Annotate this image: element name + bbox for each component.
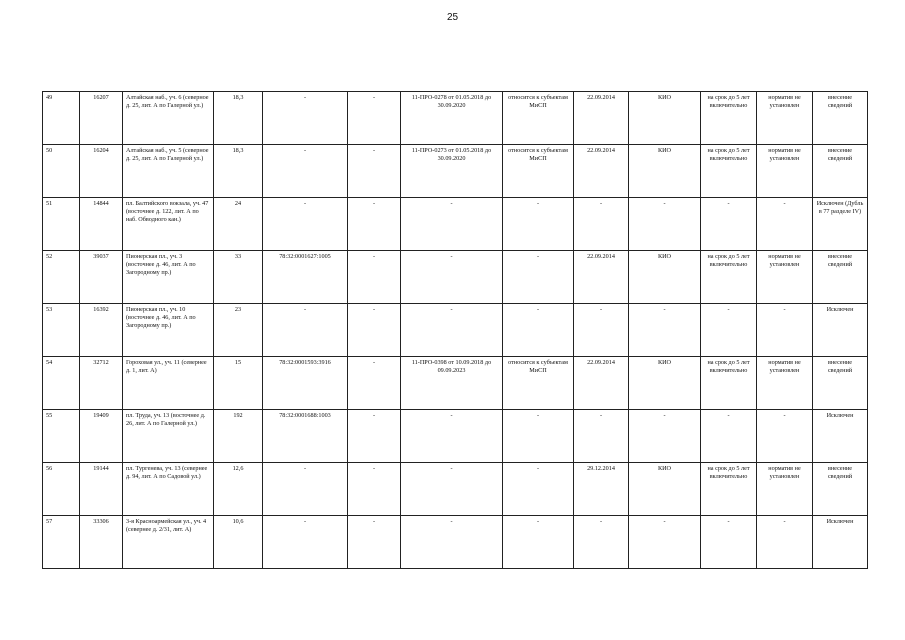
table-row — [43, 92, 868, 145]
permit-cell: 11-ПРО-0273 от 01.05.2018 до 30.09.2020 — [401, 145, 503, 198]
category-cell: - — [503, 251, 574, 304]
cadastral-number-cell: - — [263, 92, 348, 145]
cadastral-number-cell: - — [263, 198, 348, 251]
row-number-cell: 54 — [43, 357, 80, 410]
organization-cell: - — [629, 198, 701, 251]
object-id-cell: 14844 — [80, 198, 123, 251]
norm-cell: норматив не установлен — [757, 357, 813, 410]
address-cell: Алтайская наб., уч. 5 (северное д. 25, лит. А по Галерной ул.) — [123, 145, 214, 198]
permit-cell: - — [401, 304, 503, 357]
note-cell: внесение сведений — [813, 357, 868, 410]
note-cell: Исключен — [813, 304, 868, 357]
organization-cell: - — [629, 304, 701, 357]
row-number-cell: 55 — [43, 410, 80, 463]
note-cell: внесение сведений — [813, 251, 868, 304]
object-id-cell: 16204 — [80, 145, 123, 198]
permit-cell: - — [401, 516, 503, 569]
area-cell: 15 — [214, 357, 263, 410]
category-cell: - — [503, 516, 574, 569]
category-cell: относится к субъектам МиСП — [503, 357, 574, 410]
row-number-cell: 49 — [43, 92, 80, 145]
norm-cell: норматив не установлен — [757, 145, 813, 198]
date-cell: 22.09.2014 — [574, 251, 629, 304]
date-cell: 22.09.2014 — [574, 357, 629, 410]
term-cell: на срок до 5 лет включительно — [701, 92, 757, 145]
address-cell: Пионерская пл., уч. 3 (восточнее д. 46, лит. А по Загородному пр.) — [123, 251, 214, 304]
area-cell: 12,6 — [214, 463, 263, 516]
address-cell: пл. Тургенева, уч. 13 (севернее д. 94, лит. А по Садовой ул.) — [123, 463, 214, 516]
note-cell: Исключен — [813, 516, 868, 569]
permit-cell: - — [401, 251, 503, 304]
area-cell: 10,6 — [214, 516, 263, 569]
object-id-cell: 19409 — [80, 410, 123, 463]
note-cell: Исключен (Дубль в 77 разделе IV) — [813, 198, 868, 251]
organization-cell: КИО — [629, 145, 701, 198]
category-cell: - — [503, 304, 574, 357]
norm-cell: норматив не установлен — [757, 463, 813, 516]
page-number: 25 — [446, 12, 459, 23]
term-cell: на срок до 5 лет включительно — [701, 463, 757, 516]
cadastral-number-cell: 78:32:0001688:1003 — [263, 410, 348, 463]
date-cell: - — [574, 198, 629, 251]
object-id-cell: 32712 — [80, 357, 123, 410]
note-cell: внесение сведений — [813, 463, 868, 516]
date-cell: - — [574, 516, 629, 569]
category-cell: - — [503, 463, 574, 516]
column-5-cell: - — [348, 251, 401, 304]
term-cell: на срок до 5 лет включительно — [701, 145, 757, 198]
table-row — [43, 410, 868, 463]
permit-cell: - — [401, 410, 503, 463]
date-cell: 22.09.2014 — [574, 92, 629, 145]
organization-cell: - — [629, 516, 701, 569]
object-id-cell: 16207 — [80, 92, 123, 145]
term-cell: на срок до 5 лет включительно — [701, 357, 757, 410]
norm-cell: - — [757, 410, 813, 463]
row-number-cell: 53 — [43, 304, 80, 357]
category-cell: относится к субъектам МиСП — [503, 92, 574, 145]
object-id-cell: 33306 — [80, 516, 123, 569]
address-cell: 3-я Красноармейская ул., уч. 4 (севернее д. 2/31, лит. А) — [123, 516, 214, 569]
term-cell: - — [701, 516, 757, 569]
term-cell: на срок до 5 лет включительно — [701, 251, 757, 304]
norm-cell: норматив не установлен — [757, 92, 813, 145]
norm-cell: - — [757, 516, 813, 569]
permit-cell: - — [401, 198, 503, 251]
column-5-cell: - — [348, 145, 401, 198]
term-cell: - — [701, 304, 757, 357]
table-row — [43, 145, 868, 198]
registry-table-body — [43, 92, 868, 569]
note-cell: Исключен — [813, 410, 868, 463]
date-cell: 22.09.2014 — [574, 145, 629, 198]
term-cell: - — [701, 198, 757, 251]
address-cell: Гороховая ул., уч. 11 (севернее д. 1, лит. А) — [123, 357, 214, 410]
registry-table — [42, 91, 868, 569]
column-5-cell: - — [348, 357, 401, 410]
organization-cell: КИО — [629, 92, 701, 145]
cadastral-number-cell: 78:32:0001627:1005 — [263, 251, 348, 304]
row-number-cell: 56 — [43, 463, 80, 516]
cadastral-number-cell: - — [263, 516, 348, 569]
term-cell: - — [701, 410, 757, 463]
table-row — [43, 516, 868, 569]
table-row — [43, 463, 868, 516]
area-cell: 33 — [214, 251, 263, 304]
organization-cell: КИО — [629, 463, 701, 516]
date-cell: - — [574, 304, 629, 357]
column-5-cell: - — [348, 410, 401, 463]
table-row — [43, 304, 868, 357]
row-number-cell: 52 — [43, 251, 80, 304]
object-id-cell: 39037 — [80, 251, 123, 304]
object-id-cell: 19144 — [80, 463, 123, 516]
address-cell: пл. Труда, уч. 13 (восточнее д. 26, лит. А по Галерной ул.) — [123, 410, 214, 463]
category-cell: - — [503, 410, 574, 463]
cadastral-number-cell: - — [263, 145, 348, 198]
address-cell: Пионерская пл., уч. 10 (восточнее д. 46, лит. А по Загородному пр.) — [123, 304, 214, 357]
permit-cell: 11-ПРО-0278 от 01.05.2018 до 30.09.2020 — [401, 92, 503, 145]
organization-cell: КИО — [629, 251, 701, 304]
norm-cell: норматив не установлен — [757, 251, 813, 304]
address-cell: Алтайская наб., уч. 6 (северное д. 25, лит. А по Галерной ул.) — [123, 92, 214, 145]
column-5-cell: - — [348, 198, 401, 251]
area-cell: 18,3 — [214, 145, 263, 198]
category-cell: относится к субъектам МиСП — [503, 145, 574, 198]
organization-cell: КИО — [629, 357, 701, 410]
address-cell: пл. Балтийского вокзала, уч. 47 (восточнее д. 122, лит. А по наб. Обводного кан.) — [123, 198, 214, 251]
date-cell: 29.12.2014 — [574, 463, 629, 516]
row-number-cell: 50 — [43, 145, 80, 198]
permit-cell: - — [401, 463, 503, 516]
row-number-cell: 51 — [43, 198, 80, 251]
cadastral-number-cell: 78:32:0001593:3916 — [263, 357, 348, 410]
area-cell: 18,3 — [214, 92, 263, 145]
note-cell: внесение сведений — [813, 145, 868, 198]
table-row — [43, 198, 868, 251]
organization-cell: - — [629, 410, 701, 463]
norm-cell: - — [757, 198, 813, 251]
column-5-cell: - — [348, 92, 401, 145]
table-row — [43, 357, 868, 410]
area-cell: 192 — [214, 410, 263, 463]
note-cell: внесение сведений — [813, 92, 868, 145]
norm-cell: - — [757, 304, 813, 357]
column-5-cell: - — [348, 304, 401, 357]
row-number-cell: 57 — [43, 516, 80, 569]
column-5-cell: - — [348, 463, 401, 516]
date-cell: - — [574, 410, 629, 463]
cadastral-number-cell: - — [263, 304, 348, 357]
category-cell: - — [503, 198, 574, 251]
cadastral-number-cell: - — [263, 463, 348, 516]
area-cell: 24 — [214, 198, 263, 251]
table-row — [43, 251, 868, 304]
object-id-cell: 16392 — [80, 304, 123, 357]
permit-cell: 11-ПРО-0398 от 10.09.2018 до 09.09.2023 — [401, 357, 503, 410]
column-5-cell: - — [348, 516, 401, 569]
area-cell: 23 — [214, 304, 263, 357]
